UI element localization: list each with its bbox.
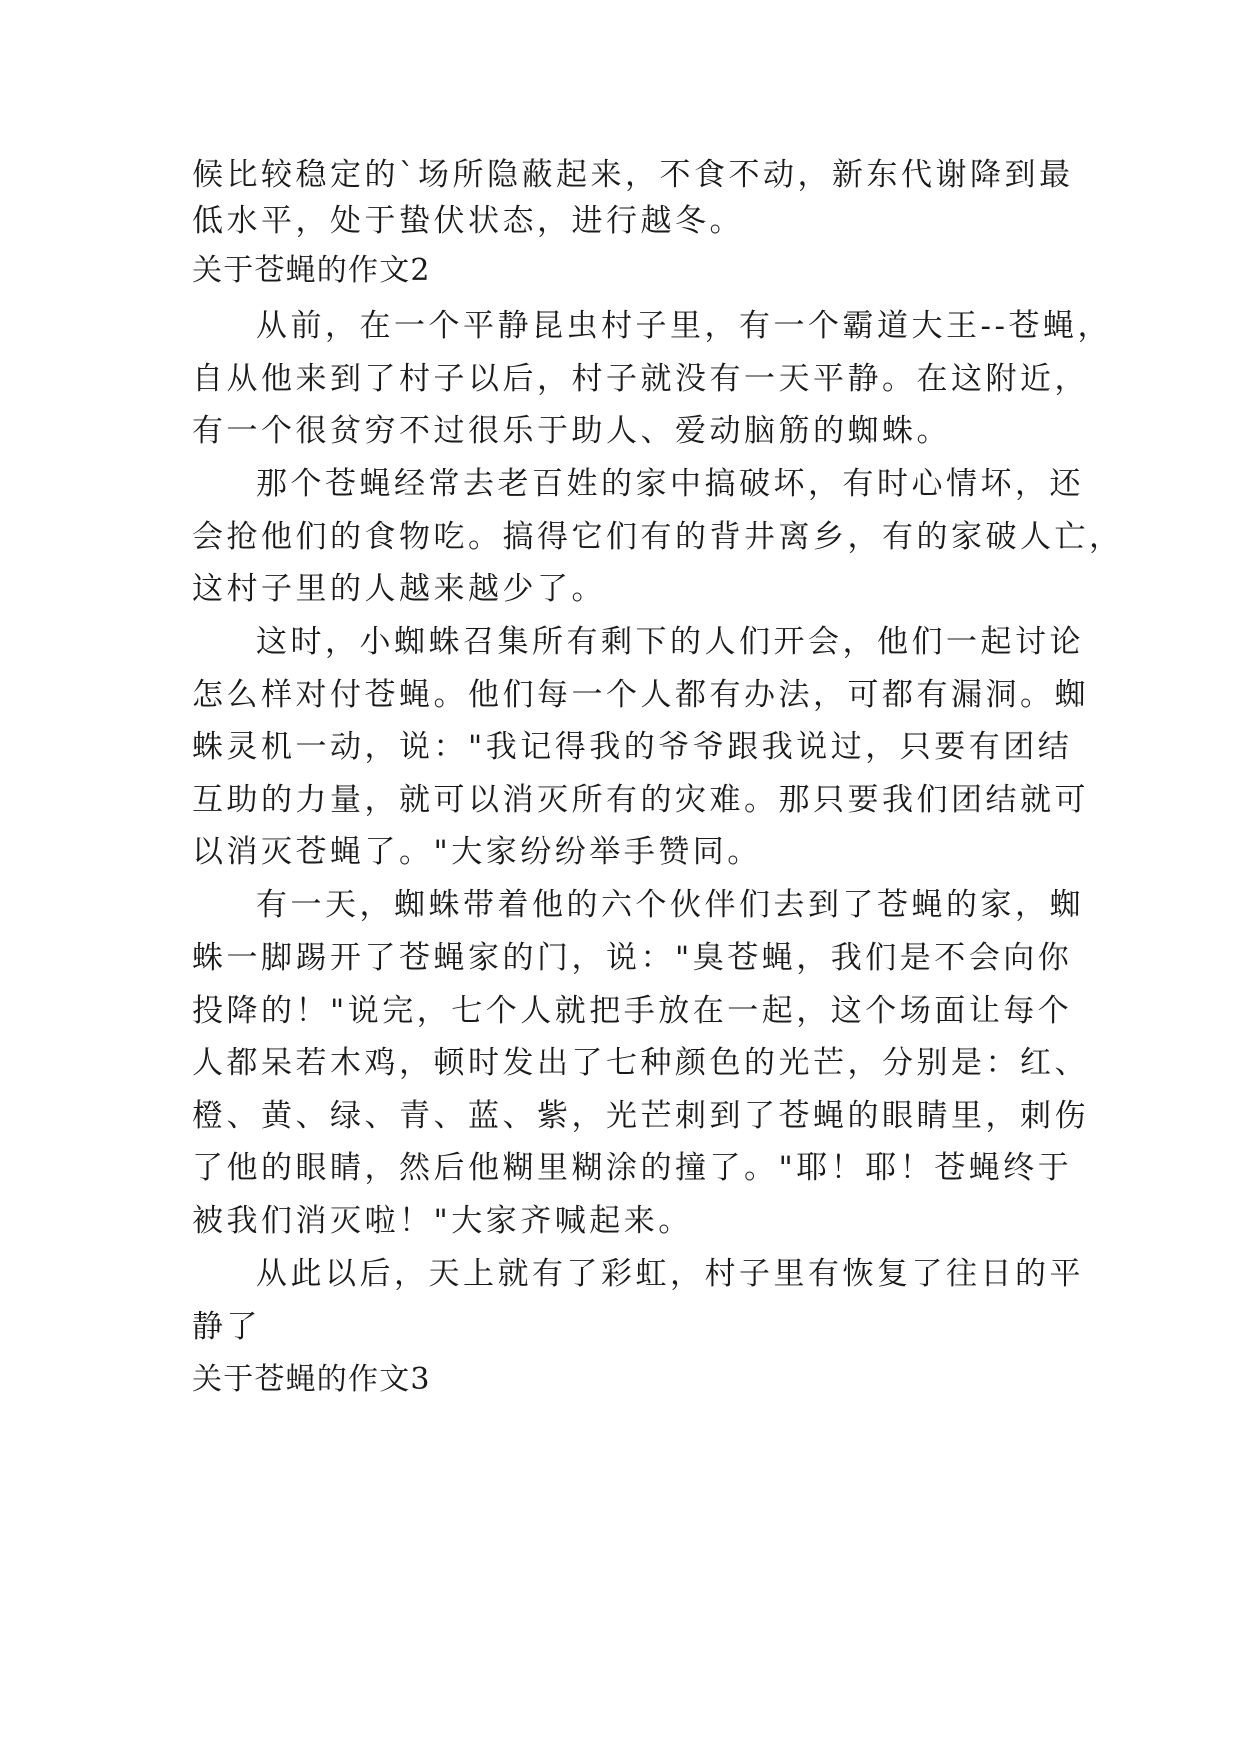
body-line: 投降的！"说完，七个人就把手放在一起，这个场面让每个	[192, 993, 1073, 1029]
body-line: 怎么样对付苍蝇。他们每一个人都有办法，可都有漏洞。蜘	[192, 677, 1089, 713]
paragraph-first-line: 有一天，蜘蛛带着他的六个伙伴们去到了苍蝇的家，蜘	[256, 887, 1084, 923]
paragraph-first-line: 那个苍蝇经常去老百姓的家中搞破坏，有时心情坏，还	[256, 466, 1084, 502]
body-line: 自从他来到了村子以后，村子就没有一天平静。在这附近，	[192, 361, 1089, 397]
body-line: 蛛灵机一动，说："我记得我的爷爷跟我说过，只要有团结	[192, 729, 1073, 765]
body-line: 会抢他们的食物吃。搞得它们有的背井离乡，有的家破人亡，	[192, 519, 1124, 555]
section-heading: 关于苍蝇的作文2	[192, 253, 431, 288]
body-line: 低水平，处于蛰伏状态，进行越冬。	[192, 203, 744, 239]
body-line: 候比较稳定的`场所隐蔽起来，不食不动，新东代谢降到最	[192, 157, 1074, 193]
body-line: 静了	[192, 1309, 261, 1345]
paragraph-first-line: 从前，在一个平静昆虫村子里，有一个霸道大王--苍蝇，	[256, 308, 1112, 344]
section-heading: 关于苍蝇的作文3	[192, 1362, 431, 1397]
body-line: 橙、黄、绿、青、蓝、紫，光芒刺到了苍蝇的眼睛里，刺伤	[192, 1098, 1089, 1134]
paragraph-first-line: 这时，小蜘蛛召集所有剩下的人们开会，他们一起讨论	[256, 624, 1084, 660]
body-line: 了他的眼睛，然后他糊里糊涂的撞了。"耶！耶！苍蝇终于	[192, 1150, 1073, 1186]
body-line: 人都呆若木鸡，顿时发出了七种颜色的光芒，分别是：红、	[192, 1045, 1089, 1081]
body-line: 这村子里的人越来越少了。	[192, 571, 606, 607]
body-line: 蛛一脚踢开了苍蝇家的门，说："臭苍蝇，我们是不会向你	[192, 940, 1073, 976]
paragraph-first-line: 从此以后，天上就有了彩虹，村子里有恢复了往日的平	[256, 1256, 1084, 1292]
body-line: 被我们消灭啦！"大家齐喊起来。	[192, 1203, 693, 1239]
body-line: 有一个很贫穷不过很乐于助人、爱动脑筋的蜘蛛。	[192, 413, 951, 449]
body-line: 互助的力量，就可以消灭所有的灾难。那只要我们团结就可	[192, 782, 1089, 818]
body-line: 以消灭苍蝇了。"大家纷纷举手赞同。	[192, 834, 762, 870]
